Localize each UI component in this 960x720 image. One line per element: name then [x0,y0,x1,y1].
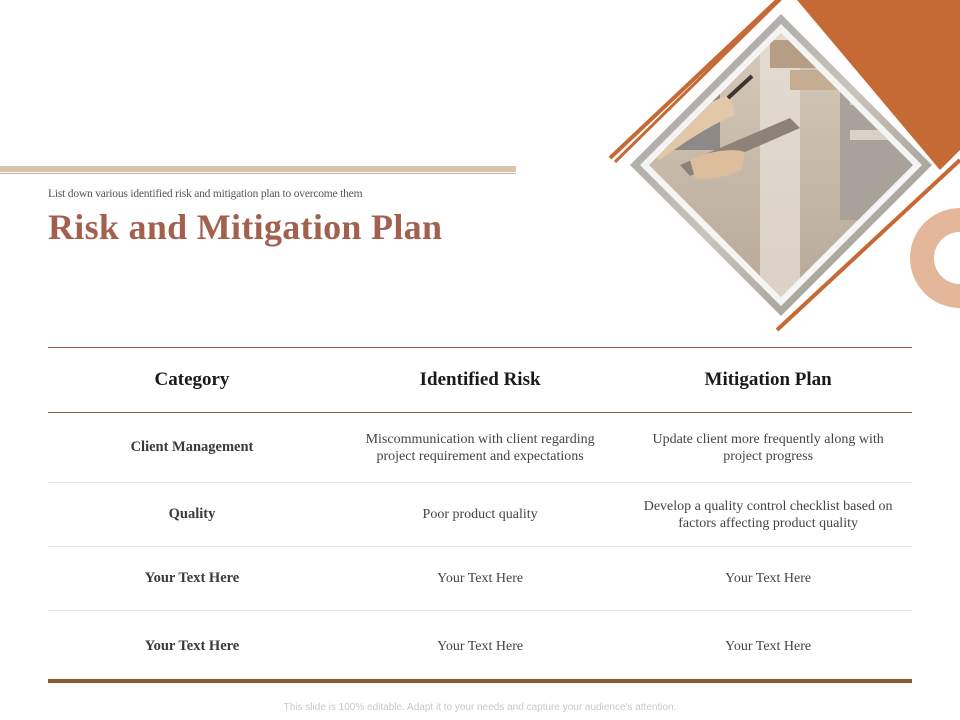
page-title: Risk and Mitigation Plan [48,207,443,247]
plan-cell: Your Text Here [624,547,912,611]
risk-cell: Miscommunication with client regarding project requirement and expectations [336,413,624,483]
risk-cell: Your Text Here [336,547,624,611]
table-row [48,413,912,483]
decorative-graphic [600,0,960,340]
footer-note: This slide is 100% editable. Adapt it to your needs and capture your audience's attention. [283,702,677,713]
risk-cell: Poor product quality [336,483,624,547]
column-header-category: Category [48,348,336,413]
ring-decoration [922,220,960,296]
plan-cell: Develop a quality control checklist based on factors affecting product quality [624,483,912,547]
category-cell: Your Text Here [48,547,336,611]
category-cell: Client Management [48,413,336,483]
risk-cell: Your Text Here [437,638,524,654]
category-cell: Quality [48,483,336,547]
category-cell: Your Text Here [144,637,240,654]
column-header-identified-risk: Identified Risk [336,348,624,413]
bottom-rule [48,679,912,683]
table-header-row [48,348,912,413]
plan-cell: Update client more frequently along with project progress [624,413,912,483]
column-header-mitigation-plan: Mitigation Plan [624,348,912,413]
top-rule [0,166,516,172]
table-row [48,611,912,682]
plan-cell: Your Text Here [725,638,812,654]
table-row [48,483,912,547]
top-rule-thin [0,173,516,174]
table-row [48,547,912,611]
subtitle: List down various identified risk and mitigation plan to overcome them [48,188,363,200]
risk-table [48,347,912,681]
